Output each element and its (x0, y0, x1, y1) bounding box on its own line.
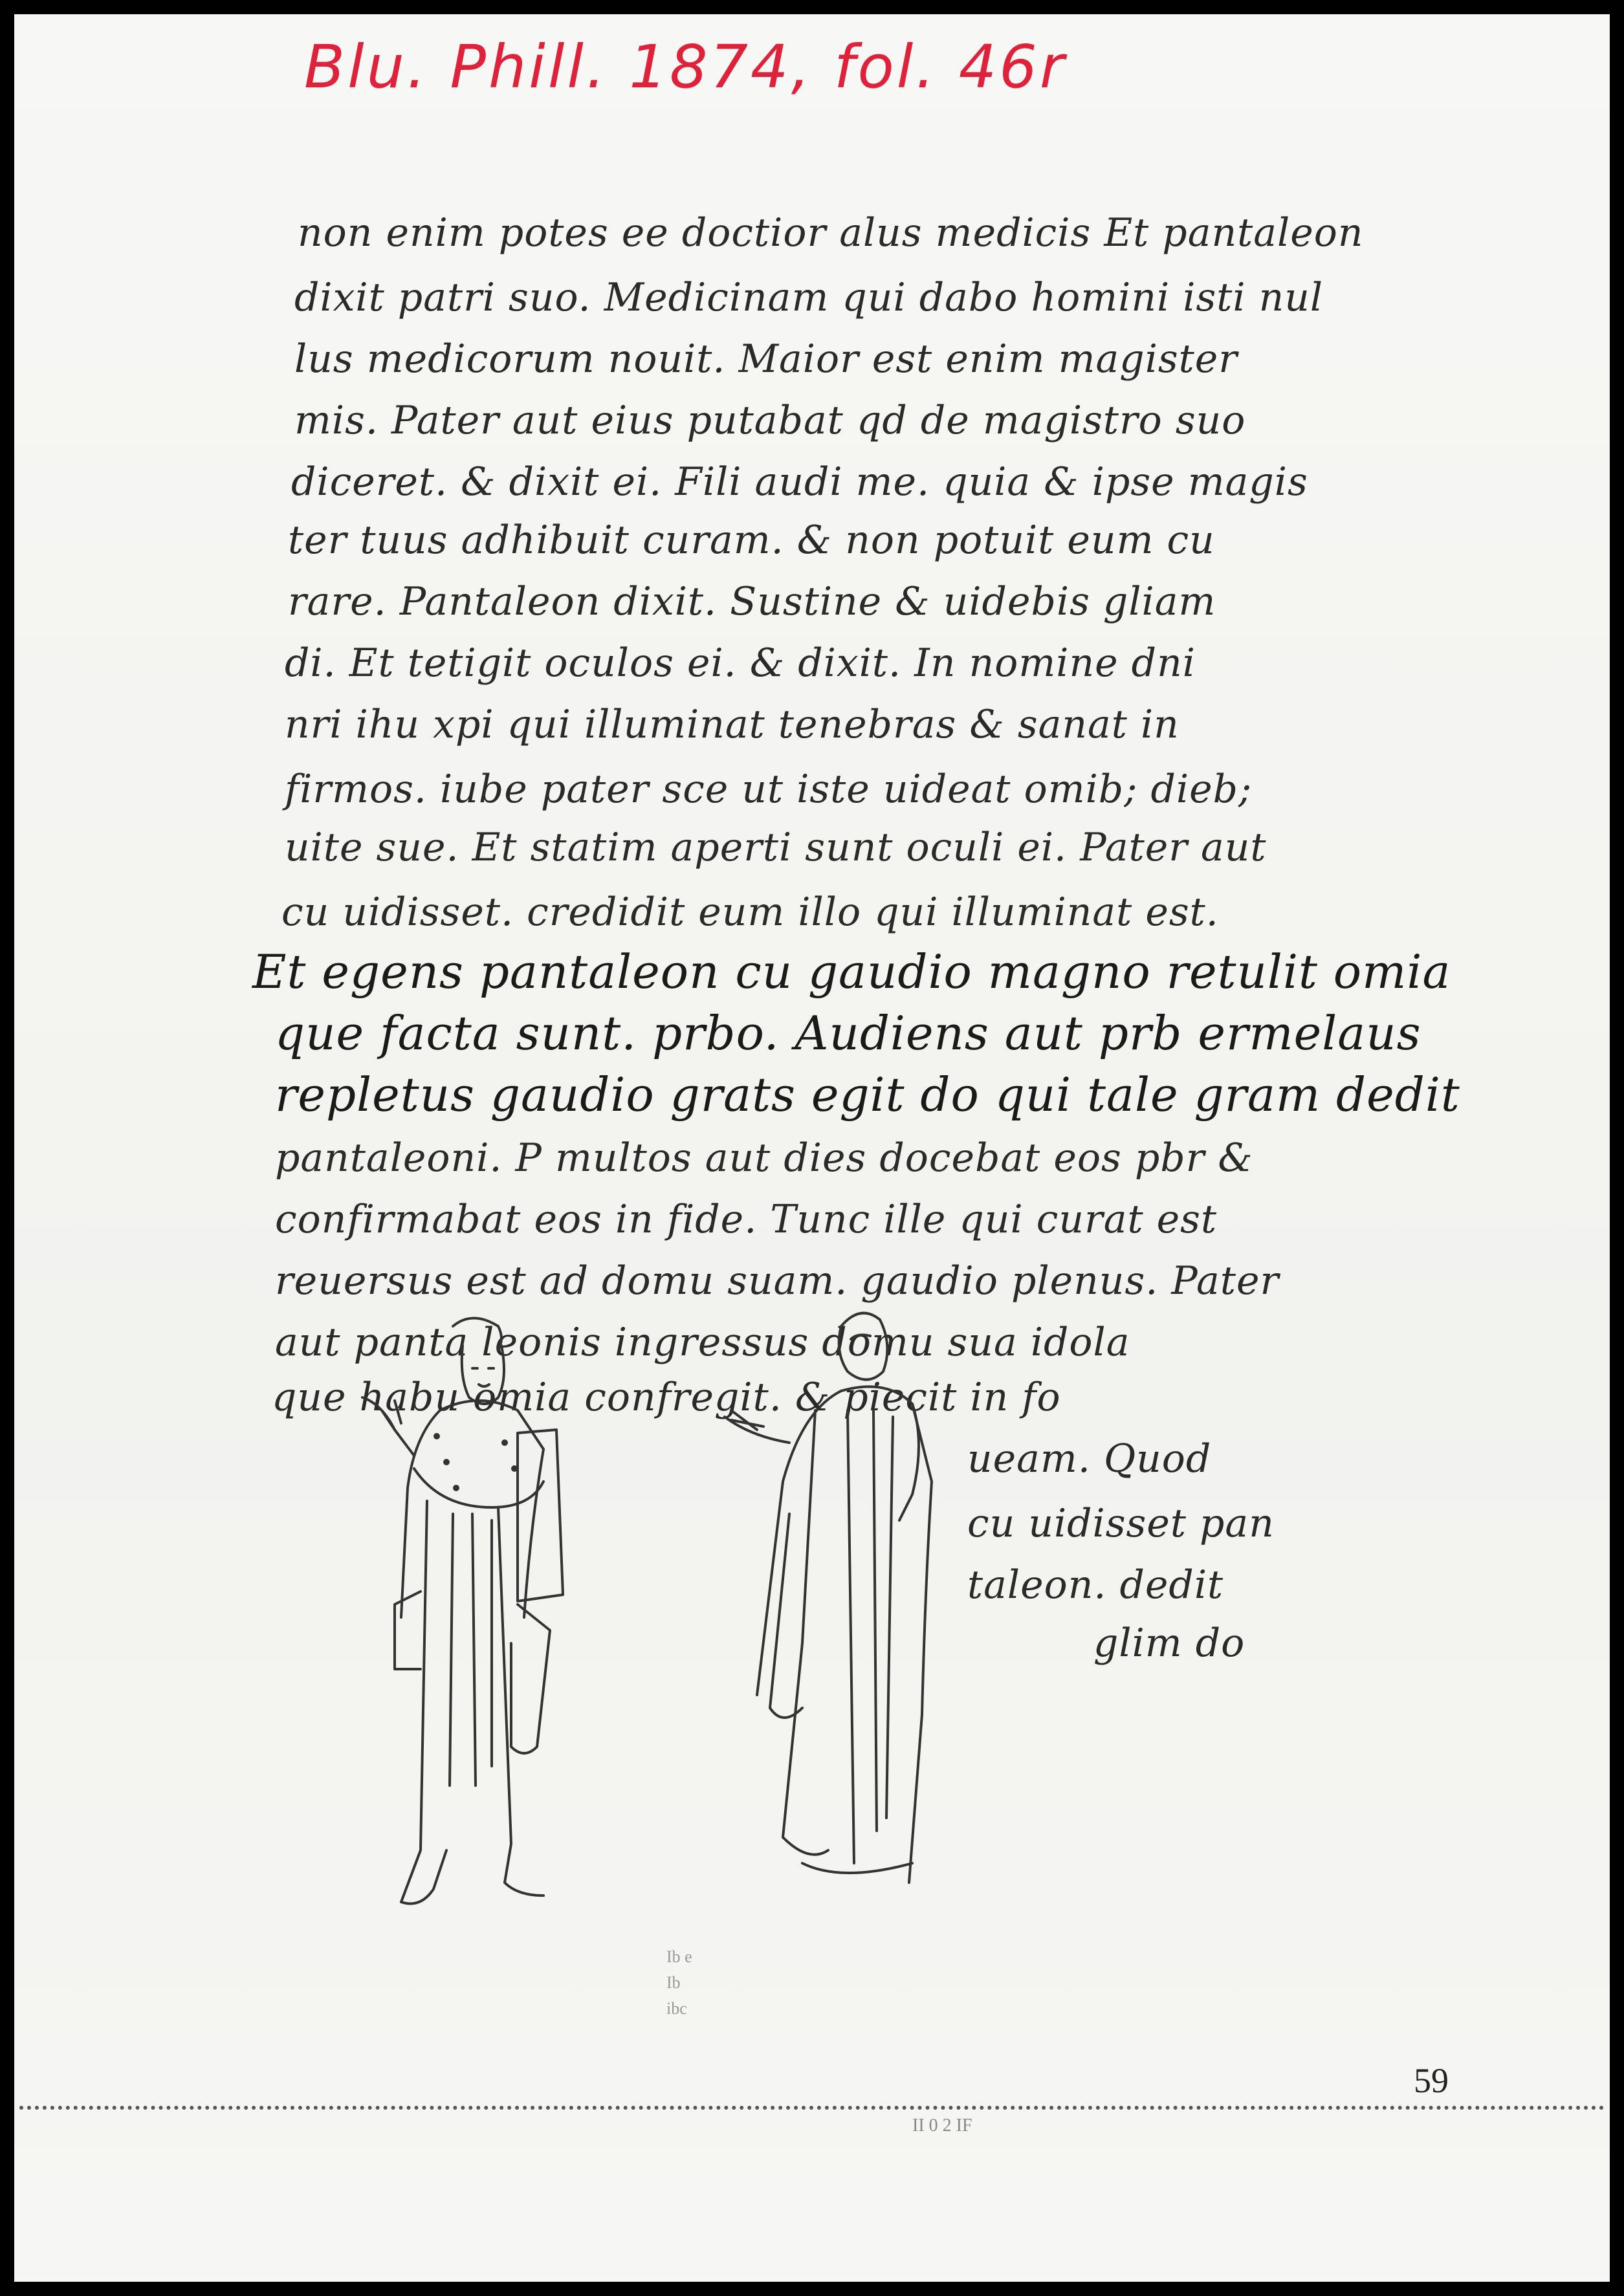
text-line: repletus gaudio grats egit do qui tale gram dedit (275, 1067, 1460, 1122)
text-line: aut panta leonis ingressus domu sua idola (275, 1320, 1130, 1365)
text-line: cu uidisset. credidit eum illo qui illuminat est. (281, 890, 1219, 935)
margin-mark: ibc (666, 1999, 687, 2018)
text-line: glim do (1093, 1621, 1245, 1666)
text-line: non enim potes ee doctior alus medicis Et pantaleon (298, 210, 1364, 256)
text-line: ueam. Quod (967, 1436, 1212, 1481)
text-line: firmos. iube pater sce ut iste uideat omib; dieb; (285, 767, 1253, 812)
text-line: confirmabat eos in fide. Tunc ille qui curat est (275, 1197, 1218, 1242)
text-line: cu uidisset pan (967, 1501, 1275, 1546)
figure-saint-with-book (285, 1307, 647, 1941)
text-line: reuersus est ad domu suam. gaudio plenus. Pater (275, 1258, 1280, 1304)
margin-marks (666, 1944, 692, 2022)
text-line: dixit patri suo. Medicinam qui dabo homini isti nul (294, 275, 1324, 320)
text-line: que habu omia confregit. & piecit in fo (272, 1375, 1061, 1420)
text-line: rare. Pantaleon dixit. Sustine & uidebis gliam (288, 579, 1216, 624)
text-line: taleon. dedit (967, 1562, 1224, 1608)
text-line: nri ihu xpi qui illuminat tenebras & sanat in (285, 702, 1180, 747)
text-line: lus medicorum nouit. Maior est enim magister (294, 336, 1238, 382)
text-line: que facta sunt. prbo. Audiens aut prb ermelaus (275, 1006, 1421, 1060)
margin-mark: Ib (666, 1973, 681, 1992)
footer-note: II 0 2 IF (912, 2116, 972, 2136)
shelfmark-annotation: Blu. Phill. 1874, fol. 46r (304, 32, 1067, 102)
margin-mark: Ib e (666, 1947, 692, 1966)
text-line: ter tuus adhibuit curam. & non potuit eum cu (288, 518, 1215, 563)
text-line: uite sue. Et statim aperti sunt oculi ei. Pater aut (285, 825, 1267, 870)
text-line: pantaleoni. P multos aut dies docebat eos pbr & (275, 1135, 1253, 1181)
figure-robed-father (686, 1300, 983, 1934)
text-line: Et egens pantaleon cu gaudio magno retulit omia (252, 945, 1451, 999)
text-line: di. Et tetigit oculos ei. & dixit. In nomine dni (285, 640, 1196, 686)
text-line: mis. Pater aut eius putabat qd de magistro suo (294, 398, 1246, 443)
text-line: diceret. & dixit ei. Fili audi me. quia & ipse magis (291, 459, 1308, 505)
page-number: 59 (1414, 2061, 1449, 2100)
dotted-divider (19, 2106, 1605, 2110)
